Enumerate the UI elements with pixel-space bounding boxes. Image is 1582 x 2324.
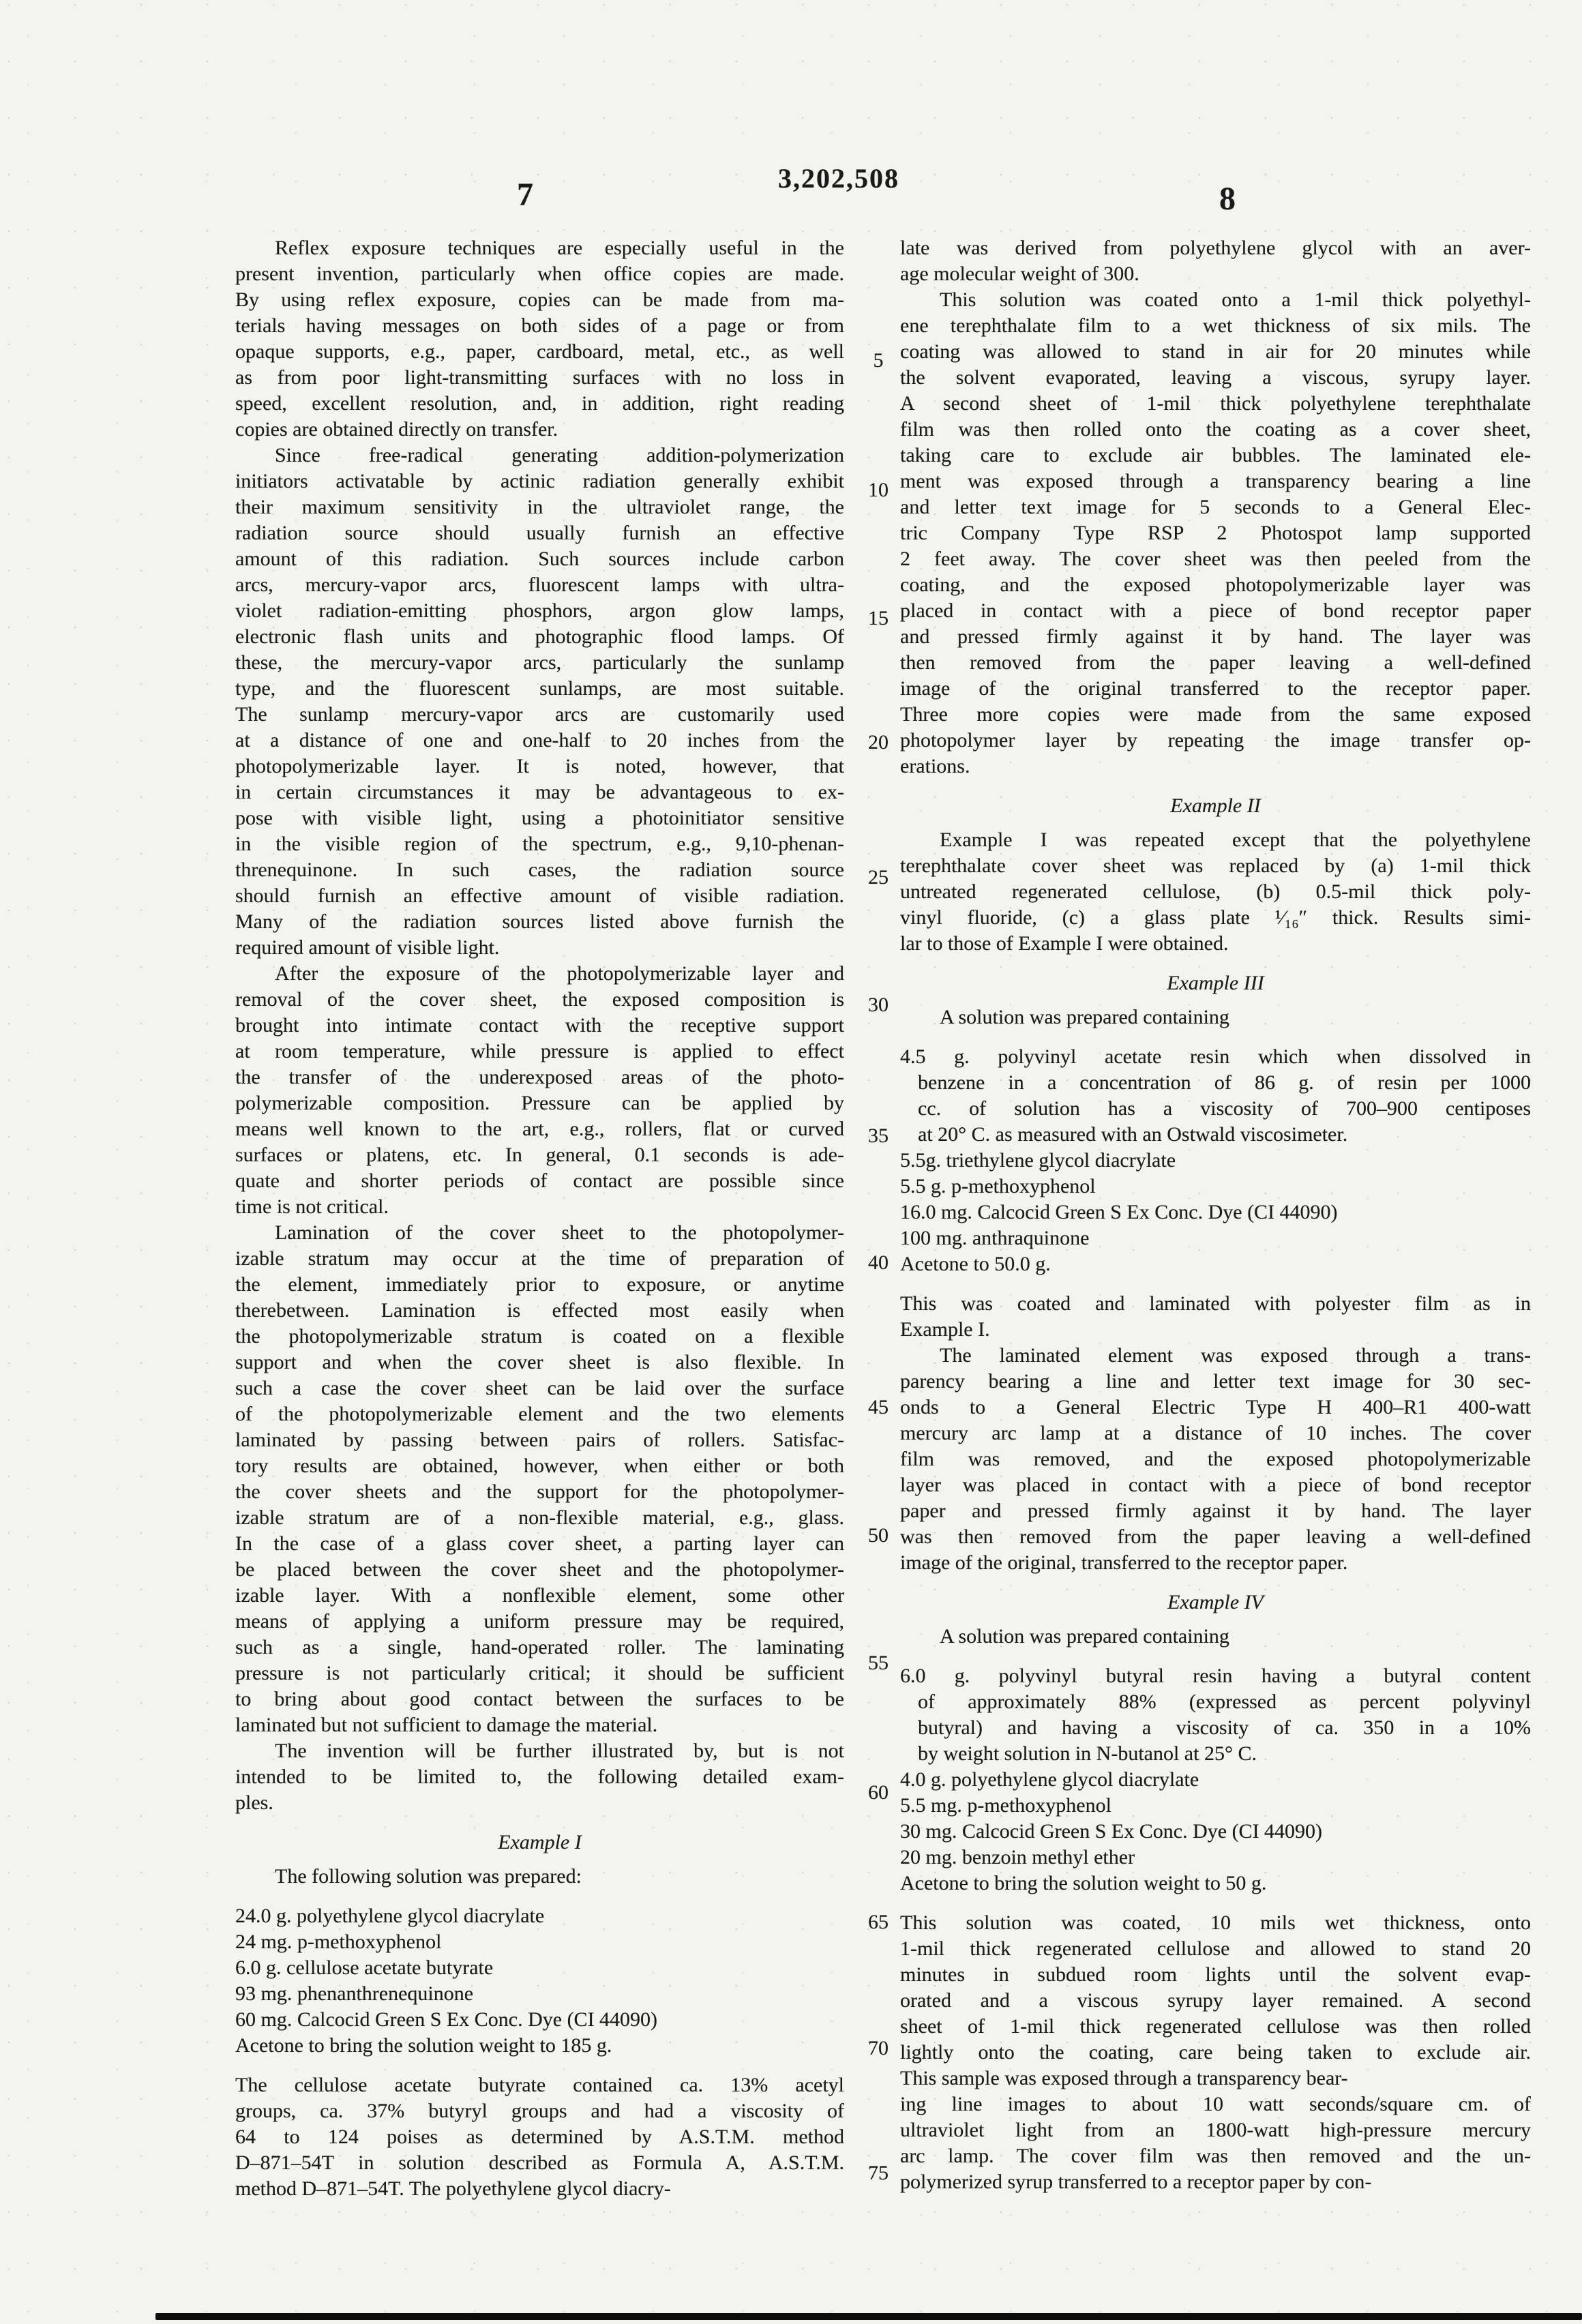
text-line: their maximum sensitivity in the ultraviolet range, the <box>235 496 844 518</box>
text-line: quate and shorter periods of contact are possible since <box>235 1170 844 1192</box>
list-item-line: 24.0 g. polyethylene glycol diacrylate <box>235 1905 545 1927</box>
text-line: the solvent evaporated, leaving a viscous, syrupy layer. <box>900 366 1531 389</box>
text-line: ing line images to about 10 watt seconds/square cm. of <box>900 2093 1531 2115</box>
text-line: parency bearing a line and letter text image for 30 sec- <box>900 1370 1531 1392</box>
list-item-line: 5.5 g. p-methoxyphenol <box>900 1175 1096 1197</box>
text-line: photopolymerizable layer. It is noted, however, that <box>235 755 844 777</box>
list-item-line: Acetone to bring the solution weight to 50 g. <box>900 1872 1267 1894</box>
list-item-line: 4.0 g. polyethylene glycol diacrylate <box>900 1768 1199 1791</box>
text-line: type, and the fluorescent sunlamps, are most suitable. <box>235 677 844 700</box>
text-line: ples. <box>235 1791 273 1814</box>
text-line: lightly onto the coating, care being taken to exclude air. <box>900 2041 1531 2064</box>
text-line: at room temperature, while pressure is applied to effect <box>235 1040 844 1062</box>
list-item-line: 30 mg. Calcocid Green S Ex Conc. Dye (CI 44090) <box>900 1820 1323 1843</box>
text-line: image of the original, transferred to the receptor paper. <box>900 1551 1348 1574</box>
text-line: This was coated and laminated with polyester film as in <box>900 1292 1531 1315</box>
ingredient-list <box>235 1903 844 2059</box>
text-line: sheet of 1-mil thick regenerated cellulose was then rolled <box>900 2015 1531 2038</box>
text-line: The laminated element was exposed through a trans- <box>940 1344 1531 1367</box>
patent-number: 3,202,508 <box>778 163 899 194</box>
text-line: D–871–54T in solution described as Formula A, A.S.T.M. <box>235 2151 844 2174</box>
list-item-line: 4.5 g. polyvinyl acetate resin which when dissolved in <box>900 1045 1531 1068</box>
text-line: izable stratum are of a non-flexible material, e.g., glass. <box>235 1506 844 1529</box>
text-line: laminated but not sufficient to damage the material. <box>235 1714 658 1736</box>
list-item-line: benzene in a concentration of 86 g. of resin per 1000 <box>918 1071 1531 1094</box>
gutter-line-number: 35 <box>868 1124 889 1147</box>
gutter-line-number: 25 <box>868 866 889 889</box>
text-line: threnequinone. In such cases, the radiation source <box>235 859 844 881</box>
text-line: ene terephthalate film to a wet thickness of six mils. The <box>900 314 1531 337</box>
text-line: such a case the cover sheet can be laid over the surface <box>235 1377 844 1399</box>
text-line: and pressed firmly against it by hand. The layer was <box>900 625 1531 648</box>
text-line: therebetween. Lamination is effected most easily when <box>235 1299 844 1322</box>
text-line: photopolymer layer by repeating the image transfer op- <box>900 729 1531 751</box>
text-line: Many of the radiation sources listed above furnish the <box>235 910 844 933</box>
example-heading: Example IV <box>1167 1591 1264 1613</box>
text-line: This sample was exposed through a transparency bear- <box>900 2067 1348 2089</box>
text-line: polymerized syrup transferred to a receptor paper by con- <box>900 2171 1372 2193</box>
text-line: pressure is not particularly critical; it should be sufficient <box>235 1662 844 1684</box>
text-line: such as a single, hand-operated roller. The laminating <box>235 1636 844 1658</box>
example-heading: Example III <box>1167 972 1264 994</box>
column-7-number: 7 <box>517 177 533 213</box>
text-line: layer was placed in contact with a piece of bond receptor <box>900 1474 1531 1496</box>
text-line: means well known to the art, e.g., rollers, flat or curved <box>235 1118 844 1140</box>
text-line: 64 to 124 poises as determined by A.S.T.M. method <box>235 2126 844 2148</box>
list-item-line: 24 mg. p-methoxyphenol <box>235 1931 442 1953</box>
list-item-line: by weight solution in N-butanol at 25° C. <box>918 1742 1257 1765</box>
text-line: present invention, particularly when office copies are made. <box>235 263 844 285</box>
list-item-line: 20 mg. benzoin methyl ether <box>900 1846 1135 1868</box>
text-line: pose with visible light, using a photoinitiator sensitive <box>235 807 844 829</box>
text-line: arcs, mercury-vapor arcs, fluorescent lamps with ultra- <box>235 573 844 596</box>
text-line: vinyl fluoride, (c) a glass plate ¹⁄₁₆″ thick. Results simi- <box>900 906 1531 929</box>
text-line: tory results are obtained, however, when either or both <box>235 1455 844 1477</box>
gutter-line-number: 75 <box>868 2162 889 2184</box>
text-line: ultraviolet light from an 1800-watt high-pressure mercury <box>900 2119 1531 2141</box>
text-line: groups, ca. 37% butyryl groups and had a viscosity of <box>235 2100 844 2122</box>
text-line: Example I was repeated except that the polyethylene <box>940 829 1531 851</box>
text-line: Three more copies were made from the same exposed <box>900 703 1531 726</box>
text-line: amount of this radiation. Such sources include carbon <box>235 548 844 570</box>
text-line: mercury arc lamp at a distance of 10 inches. The cover <box>900 1422 1531 1444</box>
text-line: required amount of visible light. <box>235 936 500 959</box>
list-item-line: 93 mg. phenanthrenequinone <box>235 1982 474 2005</box>
list-item-line: 6.0 g. cellulose acetate butyrate <box>235 1956 494 1979</box>
gutter-line-number: 55 <box>868 1652 889 1674</box>
list-item-line: 5.5g. triethylene glycol diacrylate <box>900 1149 1176 1172</box>
text-line: as from poor light-transmitting surfaces with no loss in <box>235 366 844 389</box>
text-line: Lamination of the cover sheet to the photopolymer- <box>275 1221 844 1244</box>
list-item-line: cc. of solution has a viscosity of 700–900 centiposes <box>918 1097 1531 1120</box>
text-line: violet radiation-emitting phosphors, argon glow lamps, <box>235 599 844 622</box>
gutter-line-number: 20 <box>868 731 889 754</box>
text-line: taking care to exclude air bubbles. The laminated ele- <box>900 444 1531 466</box>
text-line: The sunlamp mercury-vapor arcs are customarily used <box>235 703 844 726</box>
gutter-line-number: 5 <box>873 349 884 372</box>
text-line: lar to those of Example I were obtained. <box>900 932 1229 955</box>
text-line: ment was exposed through a transparency bearing a line <box>900 470 1531 492</box>
list-item-line: butyral) and having a viscosity of ca. 350 in a 10% <box>918 1716 1531 1739</box>
gutter-line-number: 45 <box>868 1396 889 1418</box>
text-line: terephthalate cover sheet was replaced by (a) 1-mil thick <box>900 854 1531 877</box>
text-line: A solution was prepared containing <box>940 1006 1229 1028</box>
text-line: initiators activatable by actinic radiation generally exhibit <box>235 470 844 492</box>
text-line: removal of the cover sheet, the exposed composition is <box>235 988 844 1011</box>
gutter-line-number: 60 <box>868 1781 889 1804</box>
text-line: of the photopolymerizable element and the two elements <box>235 1403 844 1425</box>
gutter-line-number: 70 <box>868 2037 889 2059</box>
list-item-line: at 20° C. as measured with an Ostwald viscosimeter. <box>918 1123 1348 1146</box>
list-item-line: Acetone to bring the solution weight to 185 g. <box>235 2034 612 2057</box>
text-line: and letter text image for 5 seconds to a General Elec- <box>900 496 1531 518</box>
text-line: method D–871–54T. The polyethylene glycol diacry- <box>235 2177 671 2200</box>
text-line: surfaces or platens, etc. In general, 0.1 seconds is ade- <box>235 1144 844 1166</box>
text-line: coating, and the exposed photopolymerizable layer was <box>900 573 1531 596</box>
text-line: age molecular weight of 300. <box>900 263 1139 285</box>
text-line: A solution was prepared containing <box>940 1625 1229 1648</box>
list-item-line: 5.5 mg. p-methoxyphenol <box>900 1794 1111 1817</box>
gutter-line-number: 10 <box>868 479 889 501</box>
gutter-line-number: 15 <box>868 607 889 629</box>
list-item-line: 16.0 mg. Calcocid Green S Ex Conc. Dye (CI 44090) <box>900 1201 1338 1223</box>
text-line: electronic flash units and photographic flood lamps. Of <box>235 625 844 648</box>
text-line: these, the mercury-vapor arcs, particularly the sunlamp <box>235 651 844 674</box>
text-line: onds to a General Electric Type H 400–R1 400-watt <box>900 1396 1531 1418</box>
text-line: The cellulose acetate butyrate contained ca. 13% acetyl <box>235 2074 844 2096</box>
text-line: paper and pressed firmly against it by hand. The layer <box>900 1500 1531 1522</box>
text-line: 2 feet away. The cover sheet was then peeled from the <box>900 548 1531 570</box>
text-line: the cover sheets and the support for the photopolymer- <box>235 1480 844 1503</box>
text-line: Since free-radical generating addition-polymerization <box>275 444 844 466</box>
left-column <box>235 235 844 2202</box>
gutter-line-number: 50 <box>868 1524 889 1547</box>
text-line: image of the original transferred to the receptor paper. <box>900 677 1531 700</box>
text-line: speed, excellent resolution, and, in addition, right reading <box>235 392 844 415</box>
text-line: placed in contact with a piece of bond receptor paper <box>900 599 1531 622</box>
text-line: Reflex exposure techniques are especially useful in the <box>275 237 844 259</box>
text-line: erations. <box>900 755 970 777</box>
text-line: the transfer of the underexposed areas of the photo- <box>235 1066 844 1088</box>
text-line: The invention will be further illustrated by, but is not <box>275 1740 844 1762</box>
text-line: After the exposure of the photopolymerizable layer and <box>275 962 844 985</box>
text-line: laminated by passing between pairs of rollers. Satisfac- <box>235 1429 844 1451</box>
text-line: This solution was coated, 10 mils wet thickness, onto <box>900 1911 1531 1934</box>
example-heading: Example I <box>498 1831 582 1853</box>
text-line: support and when the cover sheet is also flexible. In <box>235 1351 844 1373</box>
text-line: A second sheet of 1-mil thick polyethylene terephthalate <box>900 392 1531 415</box>
text-line: opaque supports, e.g., paper, cardboard, metal, etc., as well <box>235 340 844 363</box>
column-8-number: 8 <box>1219 181 1236 217</box>
text-line: izable stratum may occur at the time of preparation of <box>235 1247 844 1270</box>
text-line: be placed between the cover sheet and the photopolymer- <box>235 1558 844 1581</box>
text-line: tric Company Type RSP 2 Photospot lamp supported <box>900 522 1531 544</box>
text-line: time is not critical. <box>235 1195 389 1218</box>
text-line: terials having messages on both sides of a page or from <box>235 314 844 337</box>
gutter-line-number: 40 <box>868 1251 889 1274</box>
text-line: in the visible region of the spectrum, e.g., 9,10-phenan- <box>235 833 844 855</box>
list-item-line: of approximately 88% (expressed as percent polyvinyl <box>918 1690 1531 1713</box>
text-line: the element, immediately prior to exposure, or anytime <box>235 1273 844 1296</box>
text-line: brought into intimate contact with the receptive support <box>235 1014 844 1037</box>
text-line: intended to be limited to, the following detailed exam- <box>235 1766 844 1788</box>
text-line: to bring about good contact between the surfaces to be <box>235 1688 844 1710</box>
list-item-line: 60 mg. Calcocid Green S Ex Conc. Dye (CI 44090) <box>235 2008 658 2031</box>
text-line: This solution was coated onto a 1-mil thick polyethyl- <box>940 288 1531 311</box>
text-line: in certain circumstances it may be advantageous to ex- <box>235 781 844 803</box>
text-line: By using reflex exposure, copies can be made from ma- <box>235 288 844 311</box>
text-line: Example I. <box>900 1318 990 1341</box>
text-line: film was then rolled onto the coating as a cover sheet, <box>900 418 1531 441</box>
ingredient-list <box>900 1663 1531 1896</box>
text-line: should furnish an effective amount of visible radiation. <box>235 884 844 907</box>
text-line: 1-mil thick regenerated cellulose and allowed to stand 20 <box>900 1937 1531 1960</box>
text-line: copies are obtained directly on transfer. <box>235 418 558 441</box>
text-line: the photopolymerizable stratum is coated on a flexible <box>235 1325 844 1347</box>
text-line: arc lamp. The cover film was then removed and the un- <box>900 2145 1531 2167</box>
bottom-scan-edge <box>155 2313 1582 2320</box>
right-column <box>900 235 1531 2195</box>
list-item-line: 100 mg. anthraquinone <box>900 1227 1090 1249</box>
gutter-line-number: 30 <box>868 994 889 1016</box>
text-line: minutes in subdued room lights until the solvent evap- <box>900 1963 1531 1986</box>
text-line: orated and a viscous syrupy layer remained. A second <box>900 1989 1531 2012</box>
list-item-line: 6.0 g. polyvinyl butyral resin having a butyral content <box>900 1665 1531 1687</box>
text-line: polymerizable composition. Pressure can be applied by <box>235 1092 844 1114</box>
text-line: In the case of a glass cover sheet, a parting layer can <box>235 1532 844 1555</box>
text-line: late was derived from polyethylene glycol with an aver- <box>900 237 1531 259</box>
text-line: radiation source should usually furnish an effective <box>235 522 844 544</box>
text-line: coating was allowed to stand in air for 20 minutes while <box>900 340 1531 363</box>
text-line: was then removed from the paper leaving a well-defined <box>900 1525 1531 1548</box>
text-line: then removed from the paper leaving a well-defined <box>900 651 1531 674</box>
gutter-line-number: 65 <box>868 1911 889 1933</box>
ingredient-list <box>900 1044 1531 1277</box>
text-line: The following solution was prepared: <box>275 1865 582 1888</box>
example-heading: Example II <box>1170 794 1261 817</box>
text-line: untreated regenerated cellulose, (b) 0.5-mil thick poly- <box>900 880 1531 903</box>
text-line: means of applying a uniform pressure may be required, <box>235 1610 844 1633</box>
text-line: film was removed, and the exposed photopolymerizable <box>900 1448 1531 1470</box>
text-line: at a distance of one and one-half to 20 inches from the <box>235 729 844 751</box>
list-item-line: Acetone to 50.0 g. <box>900 1253 1051 1275</box>
text-line: izable layer. With a nonflexible element, some other <box>235 1584 844 1607</box>
